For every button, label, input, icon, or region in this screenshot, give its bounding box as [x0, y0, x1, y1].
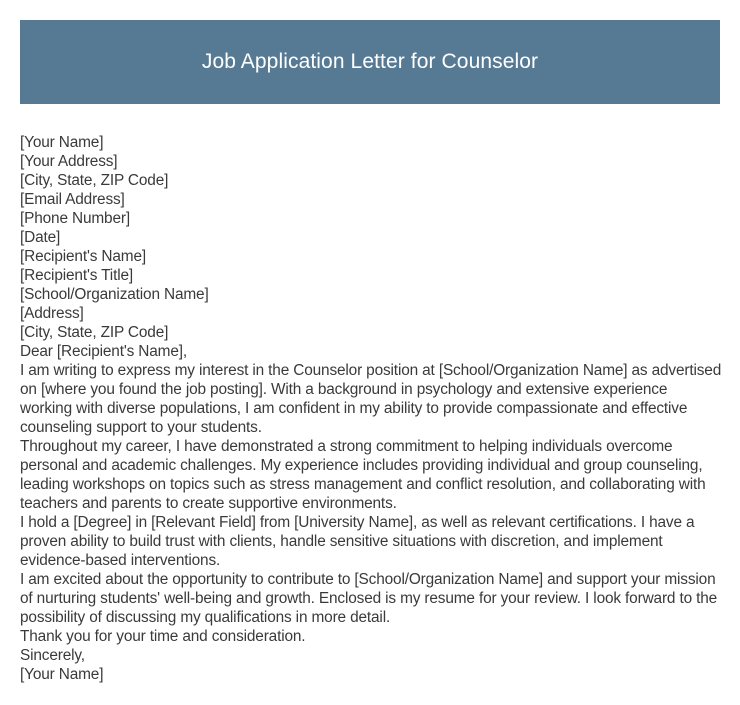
paragraph-closing-interest: I am excited about the opportunity to contribute to [School/Organization Name] and support your mission of nurturing students' well-being and growth. Enclosed is my resume for your review. I look forward to the possibility of discussing my qualifications in more detail. [20, 571, 718, 626]
paragraph-qualifications: I hold a [Degree] in [Relevant Field] from [University Name], as well as relevant certifications. I have a proven ability to build trust with clients, handle sensitive situations with discretion, and implement evidence-based interventions. [20, 514, 695, 569]
title-banner [20, 20, 720, 104]
letter-date: [Date] [20, 229, 61, 246]
recipient-name: [Recipient's Name] [20, 248, 146, 265]
sender-phone: [Phone Number] [20, 210, 130, 227]
paragraph-thanks: Thank you for your time and consideration. [20, 628, 306, 645]
paragraph-experience: Throughout my career, I have demonstrated a strong commitment to helping individuals overcome personal and academic challenges. My experience includes providing individual and group counseling, leading workshops on topics such as stress management and conflict resolution, and collaborating with teachers and parents to create supportive environments. [20, 438, 706, 512]
sender-city-state-zip: [City, State, ZIP Code] [20, 172, 169, 189]
recipient-address: [Address] [20, 305, 84, 322]
paragraph-interest: I am writing to express my interest in the Counselor position at [School/Organization Name] as advertised on [where you found the job posting]. With a background in psychology and extensive experience working with diverse populations, I am confident in my ability to provide compassionate and effective counseling support to your students. [20, 362, 722, 436]
closing: Sincerely, [20, 647, 85, 664]
letter-body [20, 133, 722, 684]
recipient-city-state-zip: [City, State, ZIP Code] [20, 324, 169, 341]
sender-name: [Your Name] [20, 134, 104, 151]
sender-email: [Email Address] [20, 191, 125, 208]
salutation: Dear [Recipient's Name], [20, 343, 187, 360]
recipient-title: [Recipient's Title] [20, 267, 134, 284]
page-title: Job Application Letter for Counselor [201, 49, 539, 73]
sender-address: [Your Address] [20, 153, 118, 170]
recipient-organization: [School/Organization Name] [20, 286, 209, 303]
signature: [Your Name] [20, 666, 104, 683]
